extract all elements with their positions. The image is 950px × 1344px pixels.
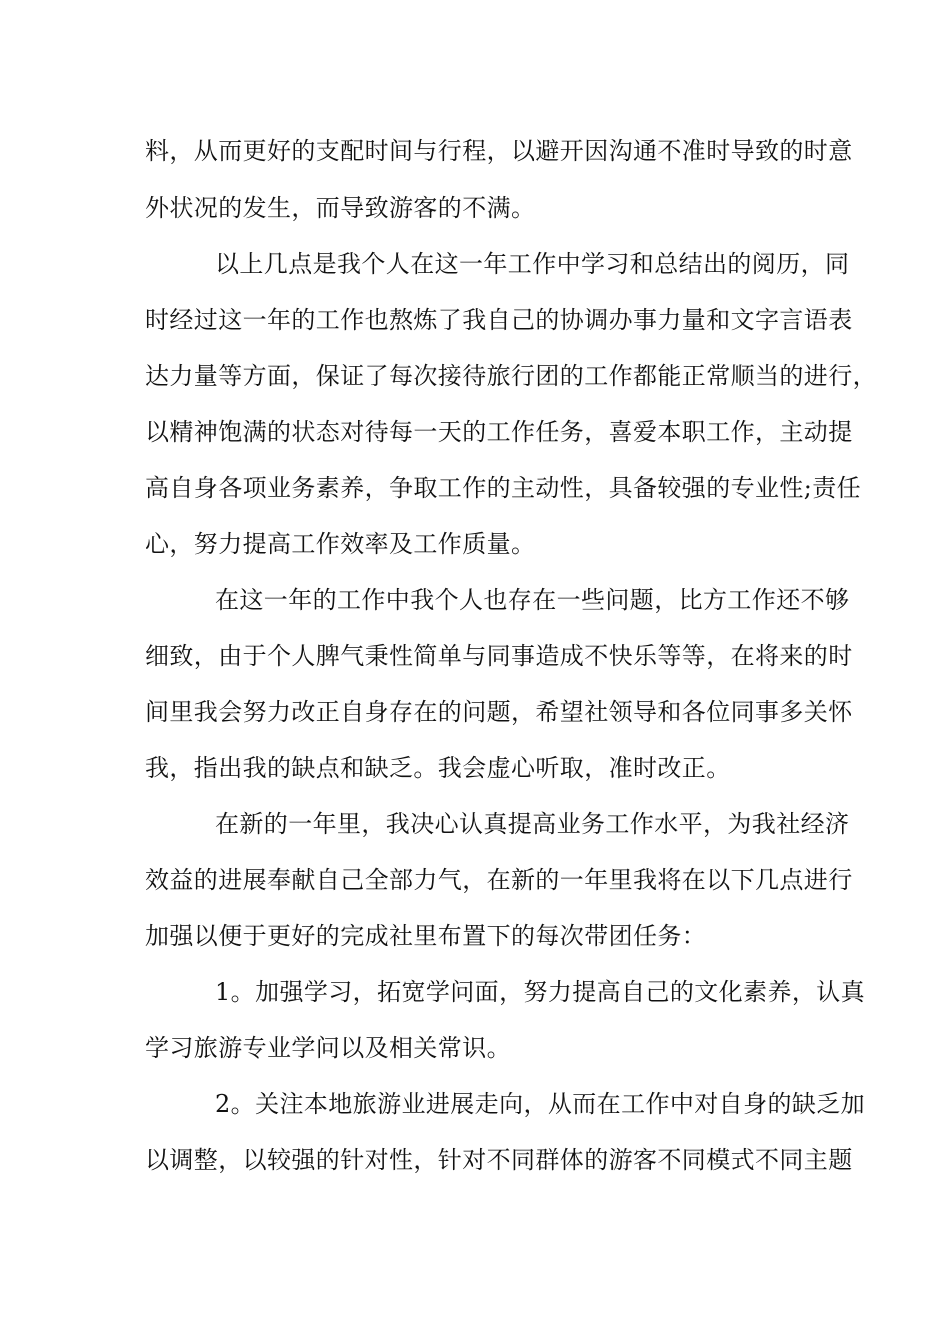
- text-line-11: 间里我会努力改正自身存在的问题，希望社领导和各位同事多关怀: [145, 698, 853, 726]
- text-line-13: 在新的一年里，我决心认真提高业务工作水平，为我社经济: [215, 810, 850, 838]
- text-line-18: 2。关注本地旅游业进展走向，从而在工作中对自身的缺乏加: [215, 1090, 866, 1118]
- text-line-10: 细致，由于个人脾气秉性简单与同事造成不快乐等等，在将来的时: [145, 642, 853, 670]
- text-line-14: 效益的进展奉献自己全部力气，在新的一年里我将在以下几点进行: [145, 866, 853, 894]
- text-line-1: 料，从而更好的支配时间与行程，以避开因沟通不准时导致的时意: [145, 137, 853, 165]
- text-line-15: 加强以便于更好的完成社里布置下的每次带团任务：: [145, 922, 707, 950]
- text-line-12: 我，指出我的缺点和缺乏。我会虚心听取，准时改正。: [145, 754, 731, 782]
- text-line-16: 1。加强学习，拓宽学问面，努力提高自己的文化素养，认真: [215, 978, 866, 1006]
- text-line-6: 以精神饱满的状态对待每一天的工作任务，喜爱本职工作，主动提: [145, 418, 853, 446]
- text-line-2: 外状况的发生，而导致游客的不满。: [145, 194, 536, 222]
- text-line-8: 心，努力提高工作效率及工作质量。: [145, 530, 536, 558]
- text-line-7: 高自身各项业务素养，争取工作的主动性，具备较强的专业性;责任: [145, 474, 862, 502]
- text-line-9: 在这一年的工作中我个人也存在一些问题，比方工作还不够: [215, 586, 850, 614]
- text-line-4: 时经过这一年的工作也熬炼了我自己的协调办事力量和文字言语表: [145, 306, 853, 334]
- text-line-3: 以上几点是我个人在这一年工作中学习和总结出的阅历，同: [215, 250, 850, 278]
- text-line-19: 以调整，以较强的针对性，针对不同群体的游客不同模式不同主题: [145, 1146, 853, 1174]
- text-line-5: 达力量等方面，保证了每次接待旅行团的工作都能正常顺当的进行，: [145, 362, 877, 390]
- text-line-17: 学习旅游专业学问以及相关常识。: [145, 1034, 511, 1062]
